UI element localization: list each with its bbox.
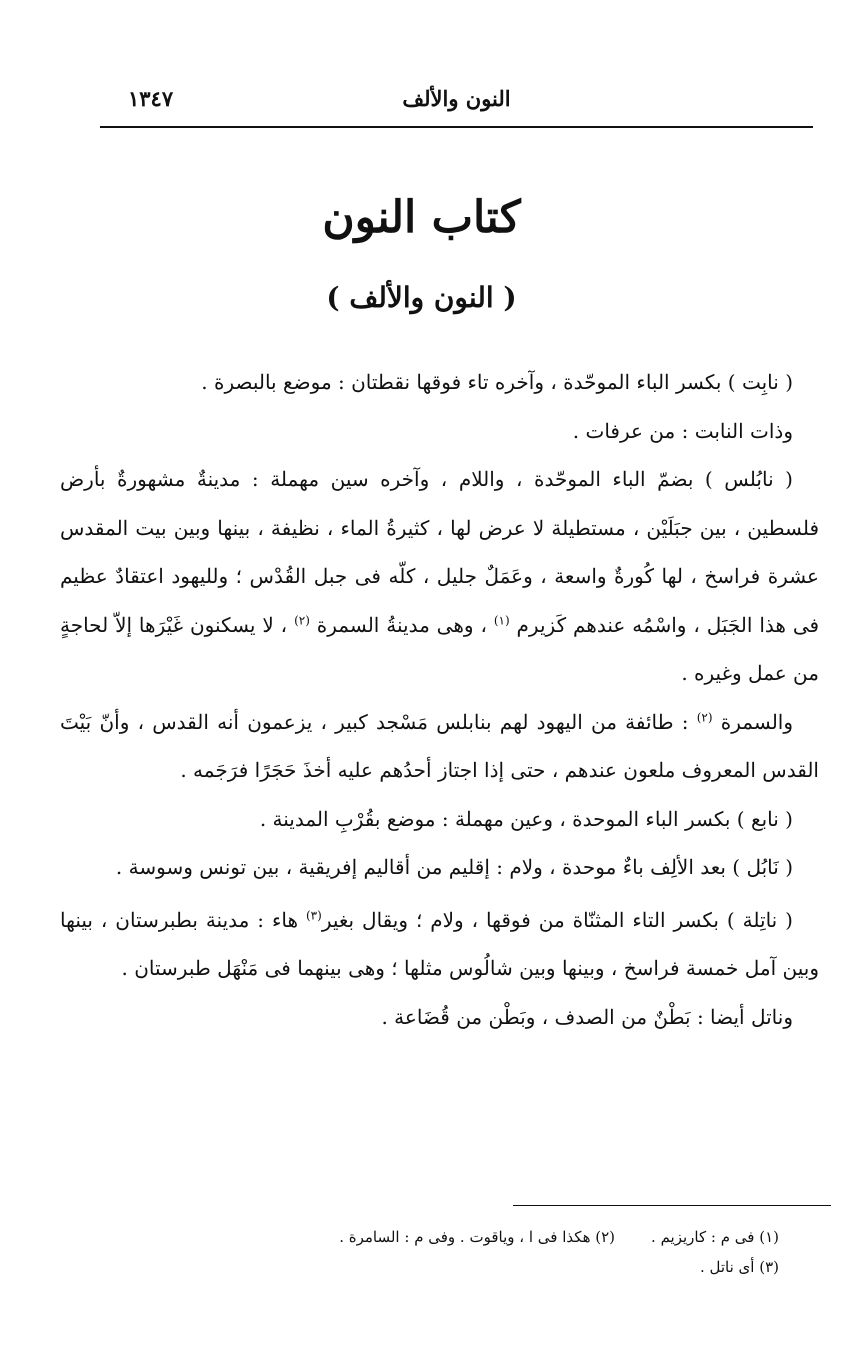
entry-dhat-al-nabit: وذات النابت : من عرفات . xyxy=(572,418,793,443)
footnote-divider xyxy=(513,1205,831,1206)
footnote-3: (٣) أى ناتل . xyxy=(699,1258,779,1276)
entry-natil: وناتل أيضا : بَطْنٌ من الصدف ، وبَطْن من قُضَاعة . xyxy=(381,1004,793,1029)
entry-natila-text-2: هاء : مدينة بطبرستان ، بينها وبين آمل خمسة فراسخ ، وبينها وبين شالُوس مثلها ؛ وهى بينهما فى مَنْهَل طبرستان . xyxy=(60,907,819,980)
footnote-ref-1: (١) xyxy=(493,612,510,627)
footnote-ref-3: (٣) xyxy=(305,907,322,922)
footnote-row xyxy=(60,1252,779,1282)
entry-samara-text: : طائفة من اليهود لهم بنابلس مَسْجد كبير ، يزعمون أنه القدس ، وأنّ بَيْتَ القدس المعروف ملعون عندهم ، حتى إذا اجتاز أحدُهم عليه أخذَ حَجَرًا فرَجَمه . xyxy=(60,709,819,782)
section-title: ( النون والألف ) xyxy=(326,281,517,314)
entry-nablus-text-2: ، وهى مدينةُ السمرة xyxy=(316,612,487,637)
entry-nabi: ( نابع ) بكسر الباء الموحدة ، وعين مهملة : موضع بقُرْبِ المدينة . xyxy=(259,806,793,831)
footnote-ref-2: (٢) xyxy=(294,612,310,627)
footnote-1: (١) فى م : كاريزيم . xyxy=(651,1228,779,1246)
entry-nablus xyxy=(60,455,819,698)
book-title: كتاب النون xyxy=(322,192,521,243)
entry-nabit: ( نابِت ) بكسر الباء الموحّدة ، وآخره تاء فوقها نقطتان : موضع بالبصرة . xyxy=(201,370,793,394)
entry-nabul: ( نَابُل ) بعد الألِف باءٌ موحدة ، ولام : إقليم من أقاليم إفريقية ، بين تونس وسوسة . xyxy=(115,855,793,879)
footnote-2: (٢) هكذا فى ا ، وياقوت . وفى م : السامرة . xyxy=(339,1228,616,1246)
entry-samara-head: والسمرة xyxy=(720,709,794,734)
entry-nablus-text: ( نابُلس ) بضمّ الباء الموحّدة ، واللام ، وآخره سين مهملة : مدينةٌ مشهورةٌ بأرض فلسطين ، بين جبَلَيْن ، مستطيلة لا عرض لها ، كثيرةُ الماء ، نظيفة ، بينها وبين بيت المقدس عشرة فراسخ ، لها كُورةٌ واسعة ، وعَمَلٌ جليل ، كلّه فى جبل القُدْس ؛ ولليهود اعتقادٌ عظيم فى هذا الجَبَل ، واسْمُه عندهم كَزيرم xyxy=(60,467,820,637)
entry-nablus-text-3: ، لا يسكنون غَيْرَها إلاّ لحاجةٍ من عمل وغيره . xyxy=(60,612,819,685)
page-number: ١٣٤٧ xyxy=(128,86,174,111)
footnote-row xyxy=(60,1222,779,1252)
footnotes xyxy=(60,1222,779,1282)
entry-natila-text: ( ناتِلة ) بكسر التاء المثنّاة من فوقها ، ولام ؛ ويقال بغير xyxy=(321,907,793,932)
entries-body xyxy=(60,358,819,1041)
running-header xyxy=(100,86,813,128)
entry-natila xyxy=(60,896,819,993)
footnote-ref-2b: (٢) xyxy=(696,709,713,724)
entry-samara xyxy=(60,698,819,795)
running-title: النون والألف xyxy=(402,86,511,111)
